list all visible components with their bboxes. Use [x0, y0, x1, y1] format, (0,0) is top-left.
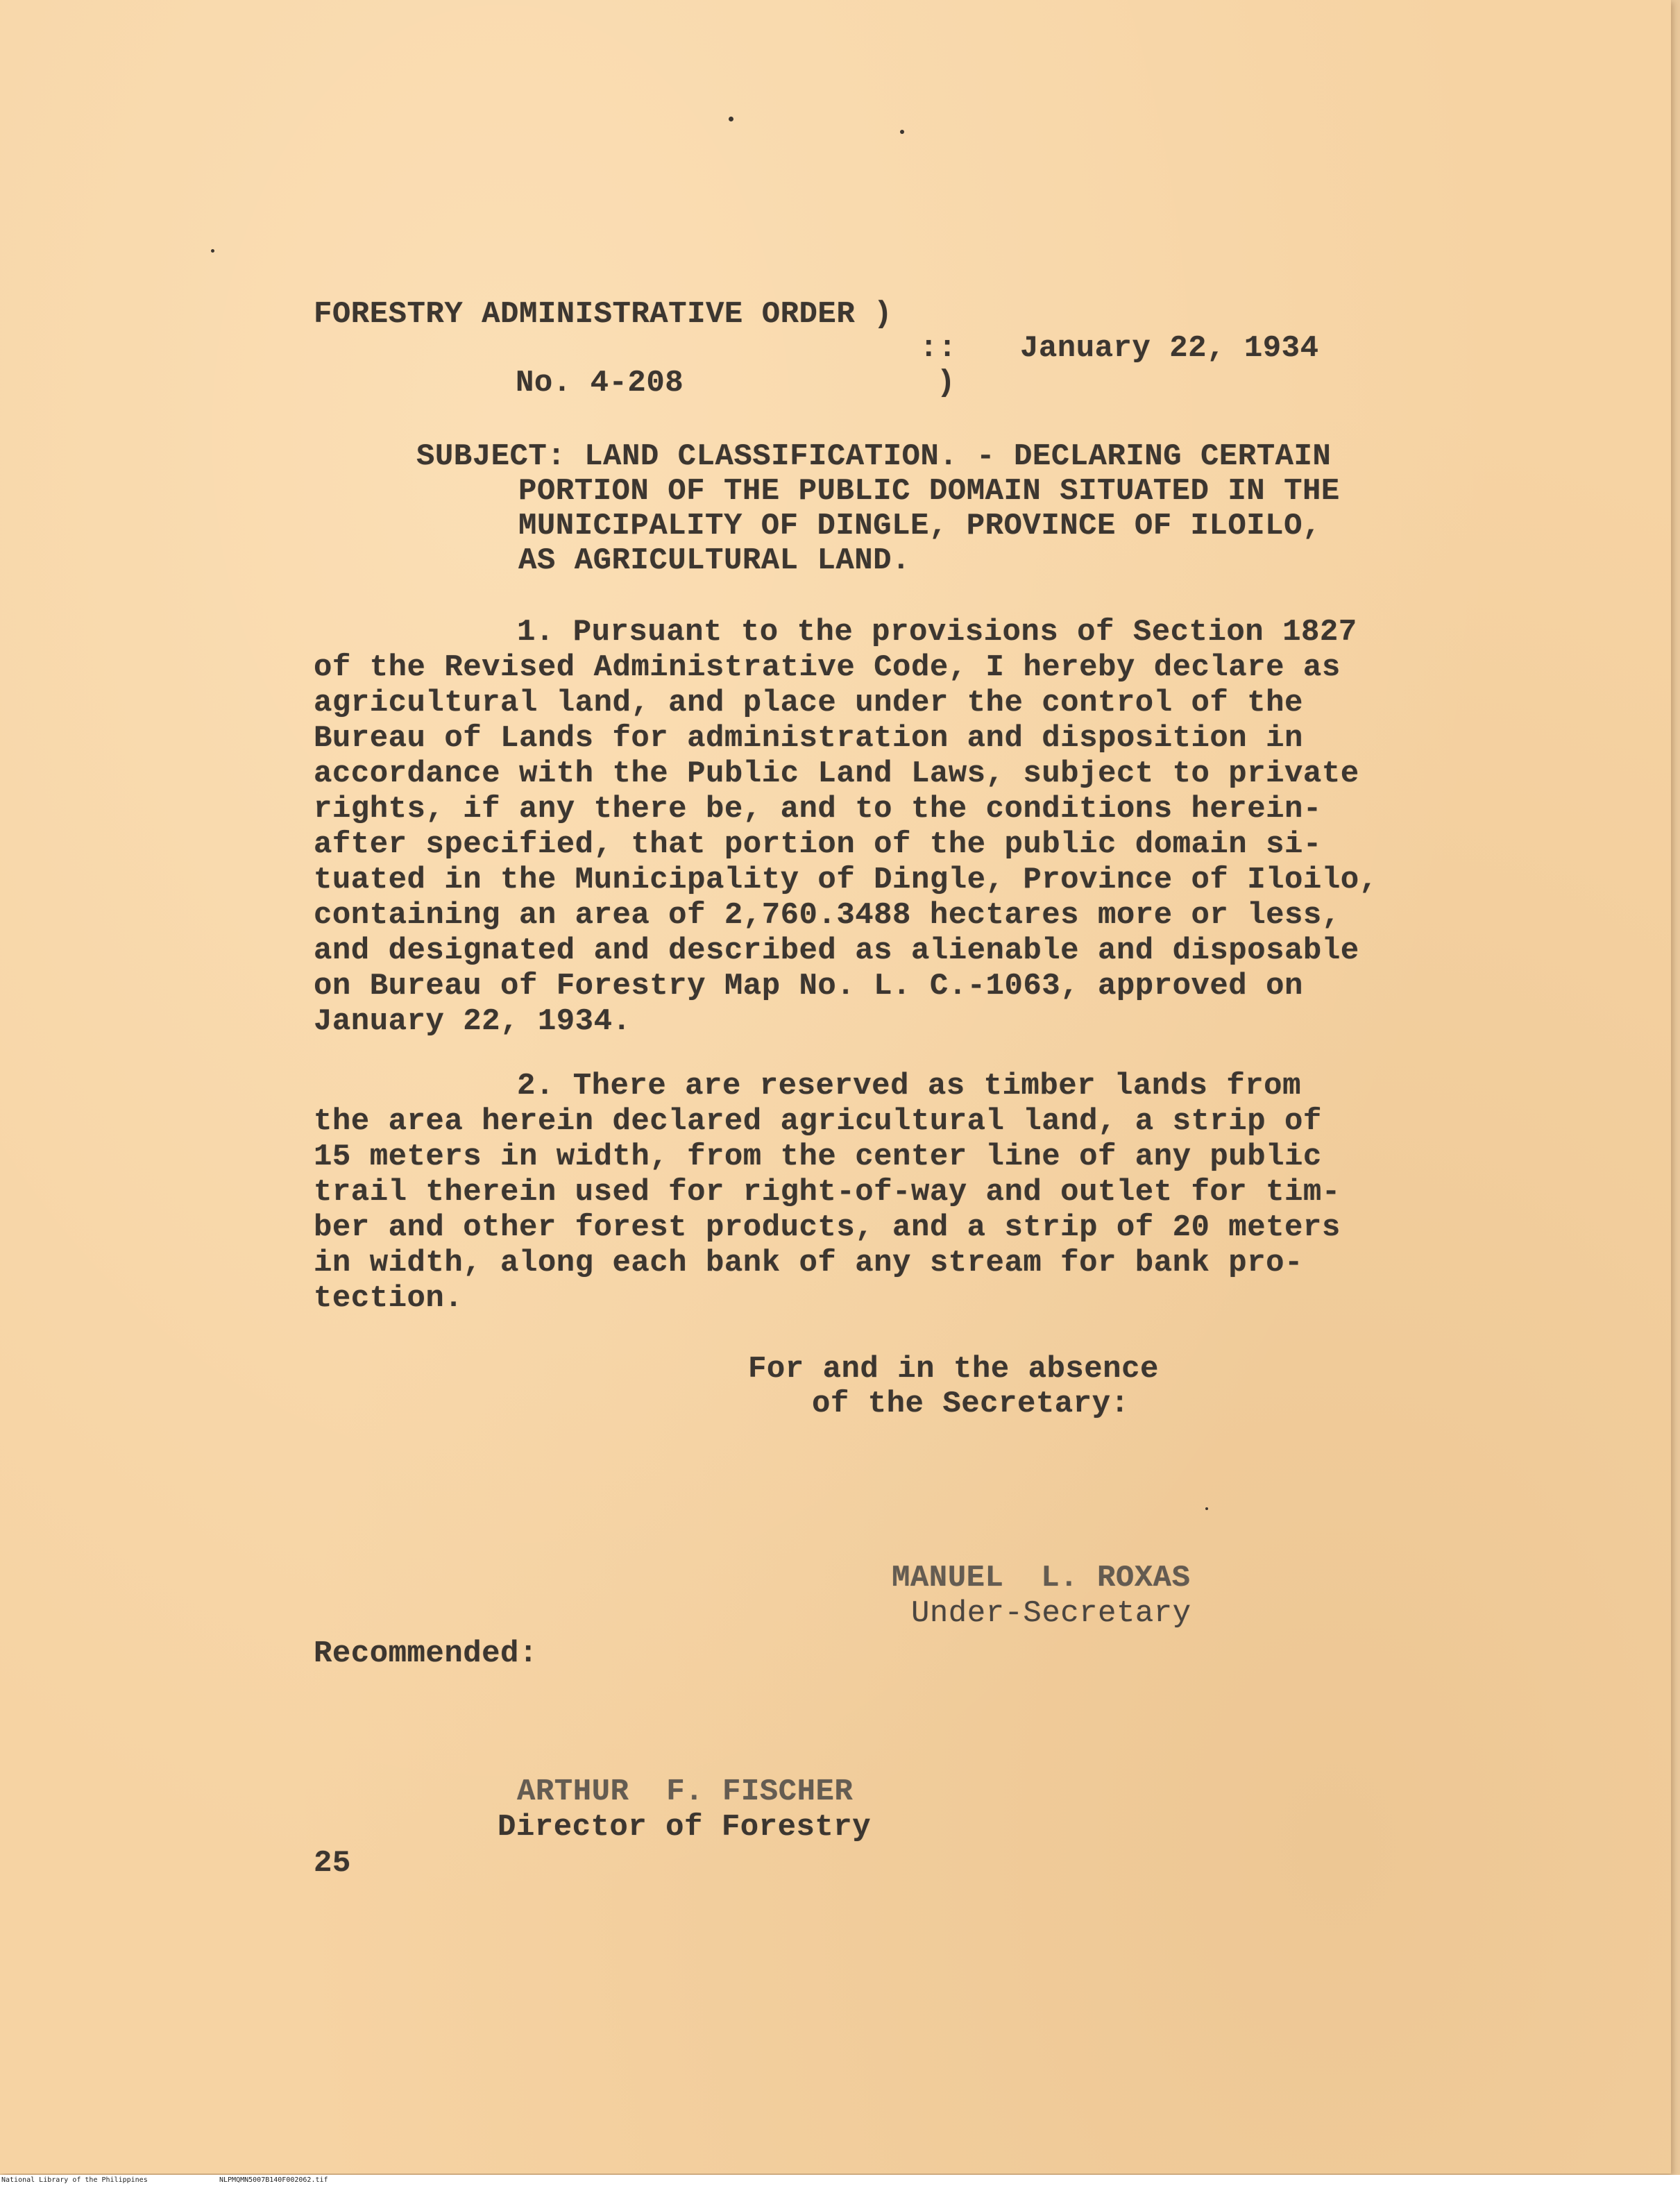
paragraph-line: 1. Pursuant to the provisions of Section 1827	[517, 615, 1357, 650]
scan-speck	[900, 130, 904, 134]
footer-library: National Library of the Philippines	[1, 2176, 148, 2184]
order-title: FORESTRY ADMINISTRATIVE ORDER )	[314, 297, 893, 332]
paragraph-line: after specified, that portion of the public domain si-	[314, 827, 1322, 862]
subject-line: SUBJECT: LAND CLASSIFICATION. - DECLARING CERTAIN	[416, 439, 1332, 474]
scan-speck	[1205, 1507, 1208, 1510]
paragraph-line: accordance with the Public Land Laws, subject to private	[314, 756, 1359, 791]
paragraph-line: on Bureau of Forestry Map No. L. C.-1063, approved on	[314, 969, 1303, 1003]
recommender-name: ARTHUR F. FISCHER	[517, 1774, 854, 1809]
order-number: No. 4-208	[516, 366, 684, 400]
footer-filename: NLPMQMN5007B140F002062.tif	[219, 2176, 328, 2184]
paragraph-line: ber and other forest products, and a strip of 20 meters	[314, 1210, 1341, 1245]
closing-line-2: of the Secretary:	[812, 1387, 1130, 1421]
signatory-name: MANUEL L. ROXAS	[892, 1561, 1191, 1595]
closing-line-1: For and in the absence	[748, 1352, 1159, 1387]
recommended-label: Recommended:	[314, 1636, 538, 1671]
scan-footer	[0, 2175, 1680, 2186]
signatory-title: Under-Secretary	[911, 1596, 1191, 1631]
page-number: 25	[314, 1846, 351, 1881]
subject-line: PORTION OF THE PUBLIC DOMAIN SITUATED IN THE	[518, 474, 1340, 509]
paragraph-line: containing an area of 2,760.3488 hectares more or less,	[314, 898, 1341, 933]
scan-speck	[211, 249, 214, 253]
subject-line: MUNICIPALITY OF DINGLE, PROVINCE OF ILOILO,	[518, 509, 1321, 543]
header-separator: ::	[919, 331, 957, 366]
paragraph-line: the area herein declared agricultural land, a strip of	[314, 1104, 1322, 1139]
scan-speck	[729, 117, 733, 121]
paragraph-line: Bureau of Lands for administration and disposition in	[314, 721, 1303, 756]
paragraph-line: rights, if any there be, and to the conditions herein-	[314, 792, 1322, 827]
subject-line: AS AGRICULTURAL LAND.	[518, 543, 910, 578]
paragraph-line: January 22, 1934.	[314, 1004, 631, 1039]
header-paren: )	[937, 366, 956, 400]
paragraph-line: and designated and described as alienable and disposable	[314, 933, 1359, 968]
paragraph-line: tuated in the Municipality of Dingle, Province of Iloilo,	[314, 863, 1378, 897]
paragraph-line: trail therein used for right-of-way and outlet for tim-	[314, 1175, 1341, 1210]
paragraph-line: tection.	[314, 1281, 464, 1316]
paragraph-line: of the Revised Administrative Code, I hereby declare as	[314, 650, 1341, 685]
paragraph-line: 15 meters in width, from the center line of any public	[314, 1139, 1322, 1174]
paragraph-line: 2. There are reserved as timber lands from	[517, 1069, 1301, 1103]
paragraph-line: agricultural land, and place under the control of the	[314, 686, 1303, 720]
recommender-title: Director of Forestry	[498, 1810, 872, 1845]
order-date: January 22, 1934	[1020, 331, 1319, 366]
paragraph-line: in width, along each bank of any stream for bank pro-	[314, 1246, 1303, 1280]
